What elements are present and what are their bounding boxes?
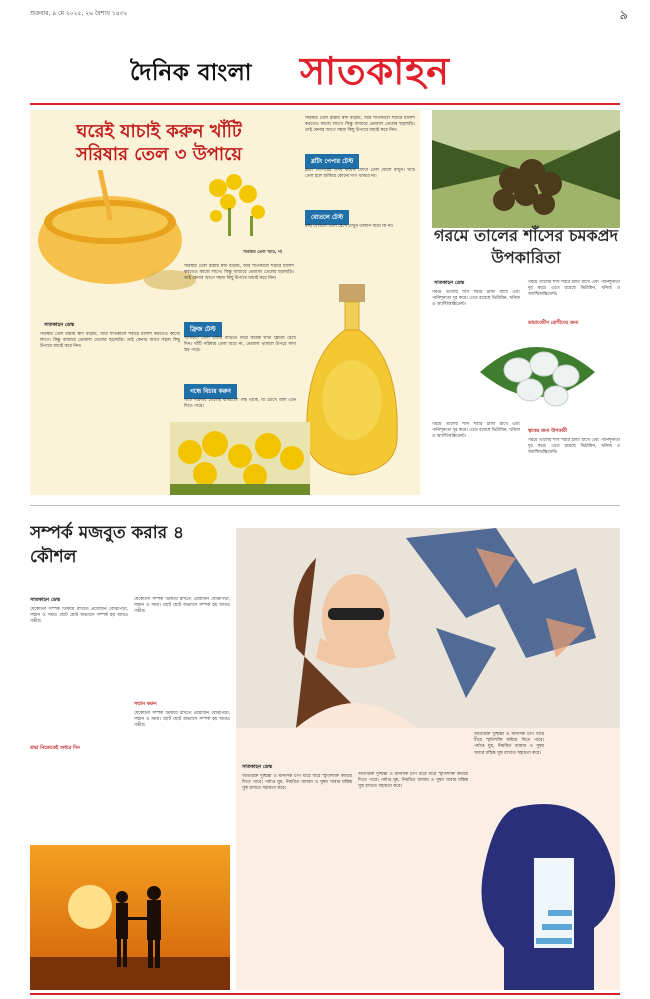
mustard-intro: সরিষার তেল রান্নায় স্বাদ বাড়ায়, আর শীতকালে শরীরে মালিশ করতেও কাজে লাগে। কিন্তু বাজারে ভেজাল তেলের ছড়াছড়ি। তাই কেনার আগে সহজ কিছু উপায়ে যাচাই করে নিন।: [184, 264, 294, 282]
oil-bowl-image: [30, 170, 210, 310]
stress-illustration: [236, 528, 620, 728]
mustard-headline: ঘরেই যাচাই করুন খাঁটি সরিষার তেল ৩ উপায়ে: [75, 121, 242, 165]
newspaper-name: দৈনিক বাংলা: [130, 60, 252, 86]
label-fridge-test: ফ্রিজ টেস্ট: [184, 322, 222, 337]
issue-date: শুক্রবার, ৯ মে ২০২৫, ২৬ বৈশাখ ১৪৩২: [30, 10, 128, 17]
couple-sunset-image: [30, 845, 230, 990]
palm-text-bottom-right: গরমে তালের শাঁস শরীর ঠান্ডা রাখে এবং পানিশূন্যতা দূর করে। এতে রয়েছে ভিটামিন, খনিজ ও অ্যান্টিঅক্সিডেন্ট।: [528, 438, 620, 456]
label-bottle-test: বোতলে টেস্ট: [305, 210, 349, 225]
palm-text-bottom-left: গরমে তালের শাঁস শরীর ঠান্ডা রাখে এবং পানিশূন্যতা দূর করে। এতে রয়েছে ভিটামিন, খনিজ ও অ্যান্টিঅক্সিডেন্ট।: [432, 422, 520, 440]
mustard-field-image: [170, 422, 310, 495]
fridge-test-text: খানিকটা তেল একটি বাটিতে নিয়ে কয়েক ঘণ্টা ফ্রিজে রেখে দিন। খাঁটি সরিষার তেল জমে না, ভেজাল থাকলে উপরে সাদা স্তর পড়ে।: [184, 336, 296, 354]
relationship-text-1: যেকোনো সম্পর্ক টিকিয়ে রাখতে প্রয়োজন বোঝাপড়া, সম্মান ও সময়। ছোট ছোট অভ্যাসে সম্পর্ক হয় আরও গভীর।: [30, 607, 128, 625]
palm-text-right: গরমে তালের শাঁস শরীর ঠান্ডা রাখে এবং পানিশূন্যতা দূর করে। এতে রয়েছে ভিটামিন, খনিজ ও অ্যান্টিঅক্সিডেন্ট।: [528, 280, 620, 298]
palm-subhead-2: ত্বকের জন্য উপকারী: [528, 429, 567, 434]
relationship-subhead-1: সম্মান করুন: [134, 702, 157, 707]
mustard-right-intro: সরিষার তেল রান্নায় স্বাদ বাড়ায়, আর শীতকালে শরীরে মালিশ করতেও কাজে লাগে। কিন্তু বাজারে ভেজাল তেলের ছড়াছড়ি। তাই কেনার আগে সহজ কিছু উপায়ে যাচাই করে নিন।: [305, 116, 415, 134]
page-number: ৯: [619, 8, 628, 23]
palm-tree-image: [432, 110, 620, 228]
blotting-test-text: ব্লটিং পেপারের ওপর কয়েক ফোঁটা তেল ফেলে রাখুন। খাঁটি তেল হলে শুকিয়ে কোনো দাগ থাকবে না।: [305, 168, 415, 180]
palm-article: [432, 110, 620, 495]
mustard-reporter: সাতকাহন ডেস্ক: [44, 322, 75, 328]
palm-reporter: সাতকাহন ডেস্ক: [434, 280, 465, 286]
label-blotting-test: ব্লটিং পেপার টেস্ট: [305, 154, 359, 169]
footer-rule: [30, 993, 620, 995]
mustard-flower-image: [198, 168, 278, 238]
bottle-test-text: স্বচ্ছ বোতলে তেল রেখে দেখুন তলানি জমে কি না।: [305, 224, 394, 229]
stress-text-2: অতিরিক্ত দুশ্চিন্তা ও মানসিক চাপ ধীরে ধীরে স্মৃতিশক্তি কমিয়ে দিতে পারে। পর্যাপ্ত ঘুম, নিয়মিত ব্যায়াম ও সুষম খাবার মস্তিষ্ক সুস্থ রাখতে সহায়তা করে।: [358, 772, 468, 790]
relationship-article: [30, 515, 230, 990]
stress-text-1: অতিরিক্ত দুশ্চিন্তা ও মানসিক চাপ ধীরে ধীরে স্মৃতিশক্তি কমিয়ে দিতে পারে। পর্যাপ্ত ঘুম, নিয়মিত ব্যায়াম ও সুষম খাবার মস্তিষ্ক সুস্থ রাখতে সহায়তা করে।: [242, 774, 352, 792]
relationship-text-2: যেকোনো সম্পর্ক টিকিয়ে রাখতে প্রয়োজন বোঝাপড়া, সম্মান ও সময়। ছোট ছোট অভ্যাসে সম্পর্ক হয় আরও গভীর।: [134, 597, 230, 615]
stress-text-3: অতিরিক্ত দুশ্চিন্তা ও মানসিক চাপ ধীরে ধীরে স্মৃতিশক্তি কমিয়ে দিতে পারে। পর্যাপ্ত ঘুম, নিয়মিত ব্যায়াম ও সুষম খাবার মস্তিষ্ক সুস্থ রাখতে সহায়তা করে।: [474, 732, 544, 756]
head-silhouette-image: [474, 798, 620, 990]
relationship-headline: সম্পর্ক মজবুত করার ৪ কৌশল: [30, 523, 184, 567]
section-name: সাতকাহন: [300, 49, 450, 93]
smell-test-text: খাঁটি সরিষার তেলের ঝাঁঝালো গন্ধ থাকে, যা চোখে জল এনে দিতে পারে।: [184, 398, 296, 410]
palm-subhead-1: ডায়াবেটিস রোগীদের জন্য: [528, 321, 579, 326]
palm-text-left: গরমে তালের শাঁস শরীর ঠান্ডা রাখে এবং পানিশূন্যতা দূর করে। এতে রয়েছে ভিটামিন, খনিজ ও অ্যান্টিঅক্সিডেন্ট।: [432, 290, 520, 308]
oil-bottle-image: [295, 270, 415, 490]
stress-reporter: সাতকাহন ডেস্ক: [242, 764, 273, 770]
relationship-reporter: সাতকাহন ডেস্ক: [30, 597, 61, 603]
relationship-text-3: যেকোনো সম্পর্ক টিকিয়ে রাখতে প্রয়োজন বোঝাপড়া, সম্মান ও সময়। ছোট ছোট অভ্যাসে সম্পর্ক হয় আরও গভীর।: [134, 711, 230, 729]
mustard-article: [30, 110, 420, 495]
photo-caption: সরিষার তেল খাঁটি, না: [243, 250, 282, 255]
palm-fruit-image: [470, 332, 600, 422]
palm-headline: গরমে তালের শাঁসের চমকপ্রদ উপকারিতা: [433, 226, 619, 267]
stress-article: [236, 728, 620, 990]
label-smell-test: গন্ধে বিচার করুন: [184, 384, 237, 399]
stress-image: [236, 528, 620, 728]
relationship-subhead-2: শ্রদ্ধা নিজেকেই শুধরে দিন: [30, 746, 80, 751]
mustard-lead: সরিষার তেল রান্নায় স্বাদ বাড়ায়, আর শীতকালে শরীরে মালিশ করতেও কাজে লাগে। কিন্তু বাজারে ভেজাল তেলের ছড়াছড়ি। তাই কেনার আগে সহজ কিছু উপায়ে যাচাই করে নিন।: [40, 332, 180, 350]
header-rule: [30, 103, 620, 105]
section-divider: [30, 505, 620, 506]
